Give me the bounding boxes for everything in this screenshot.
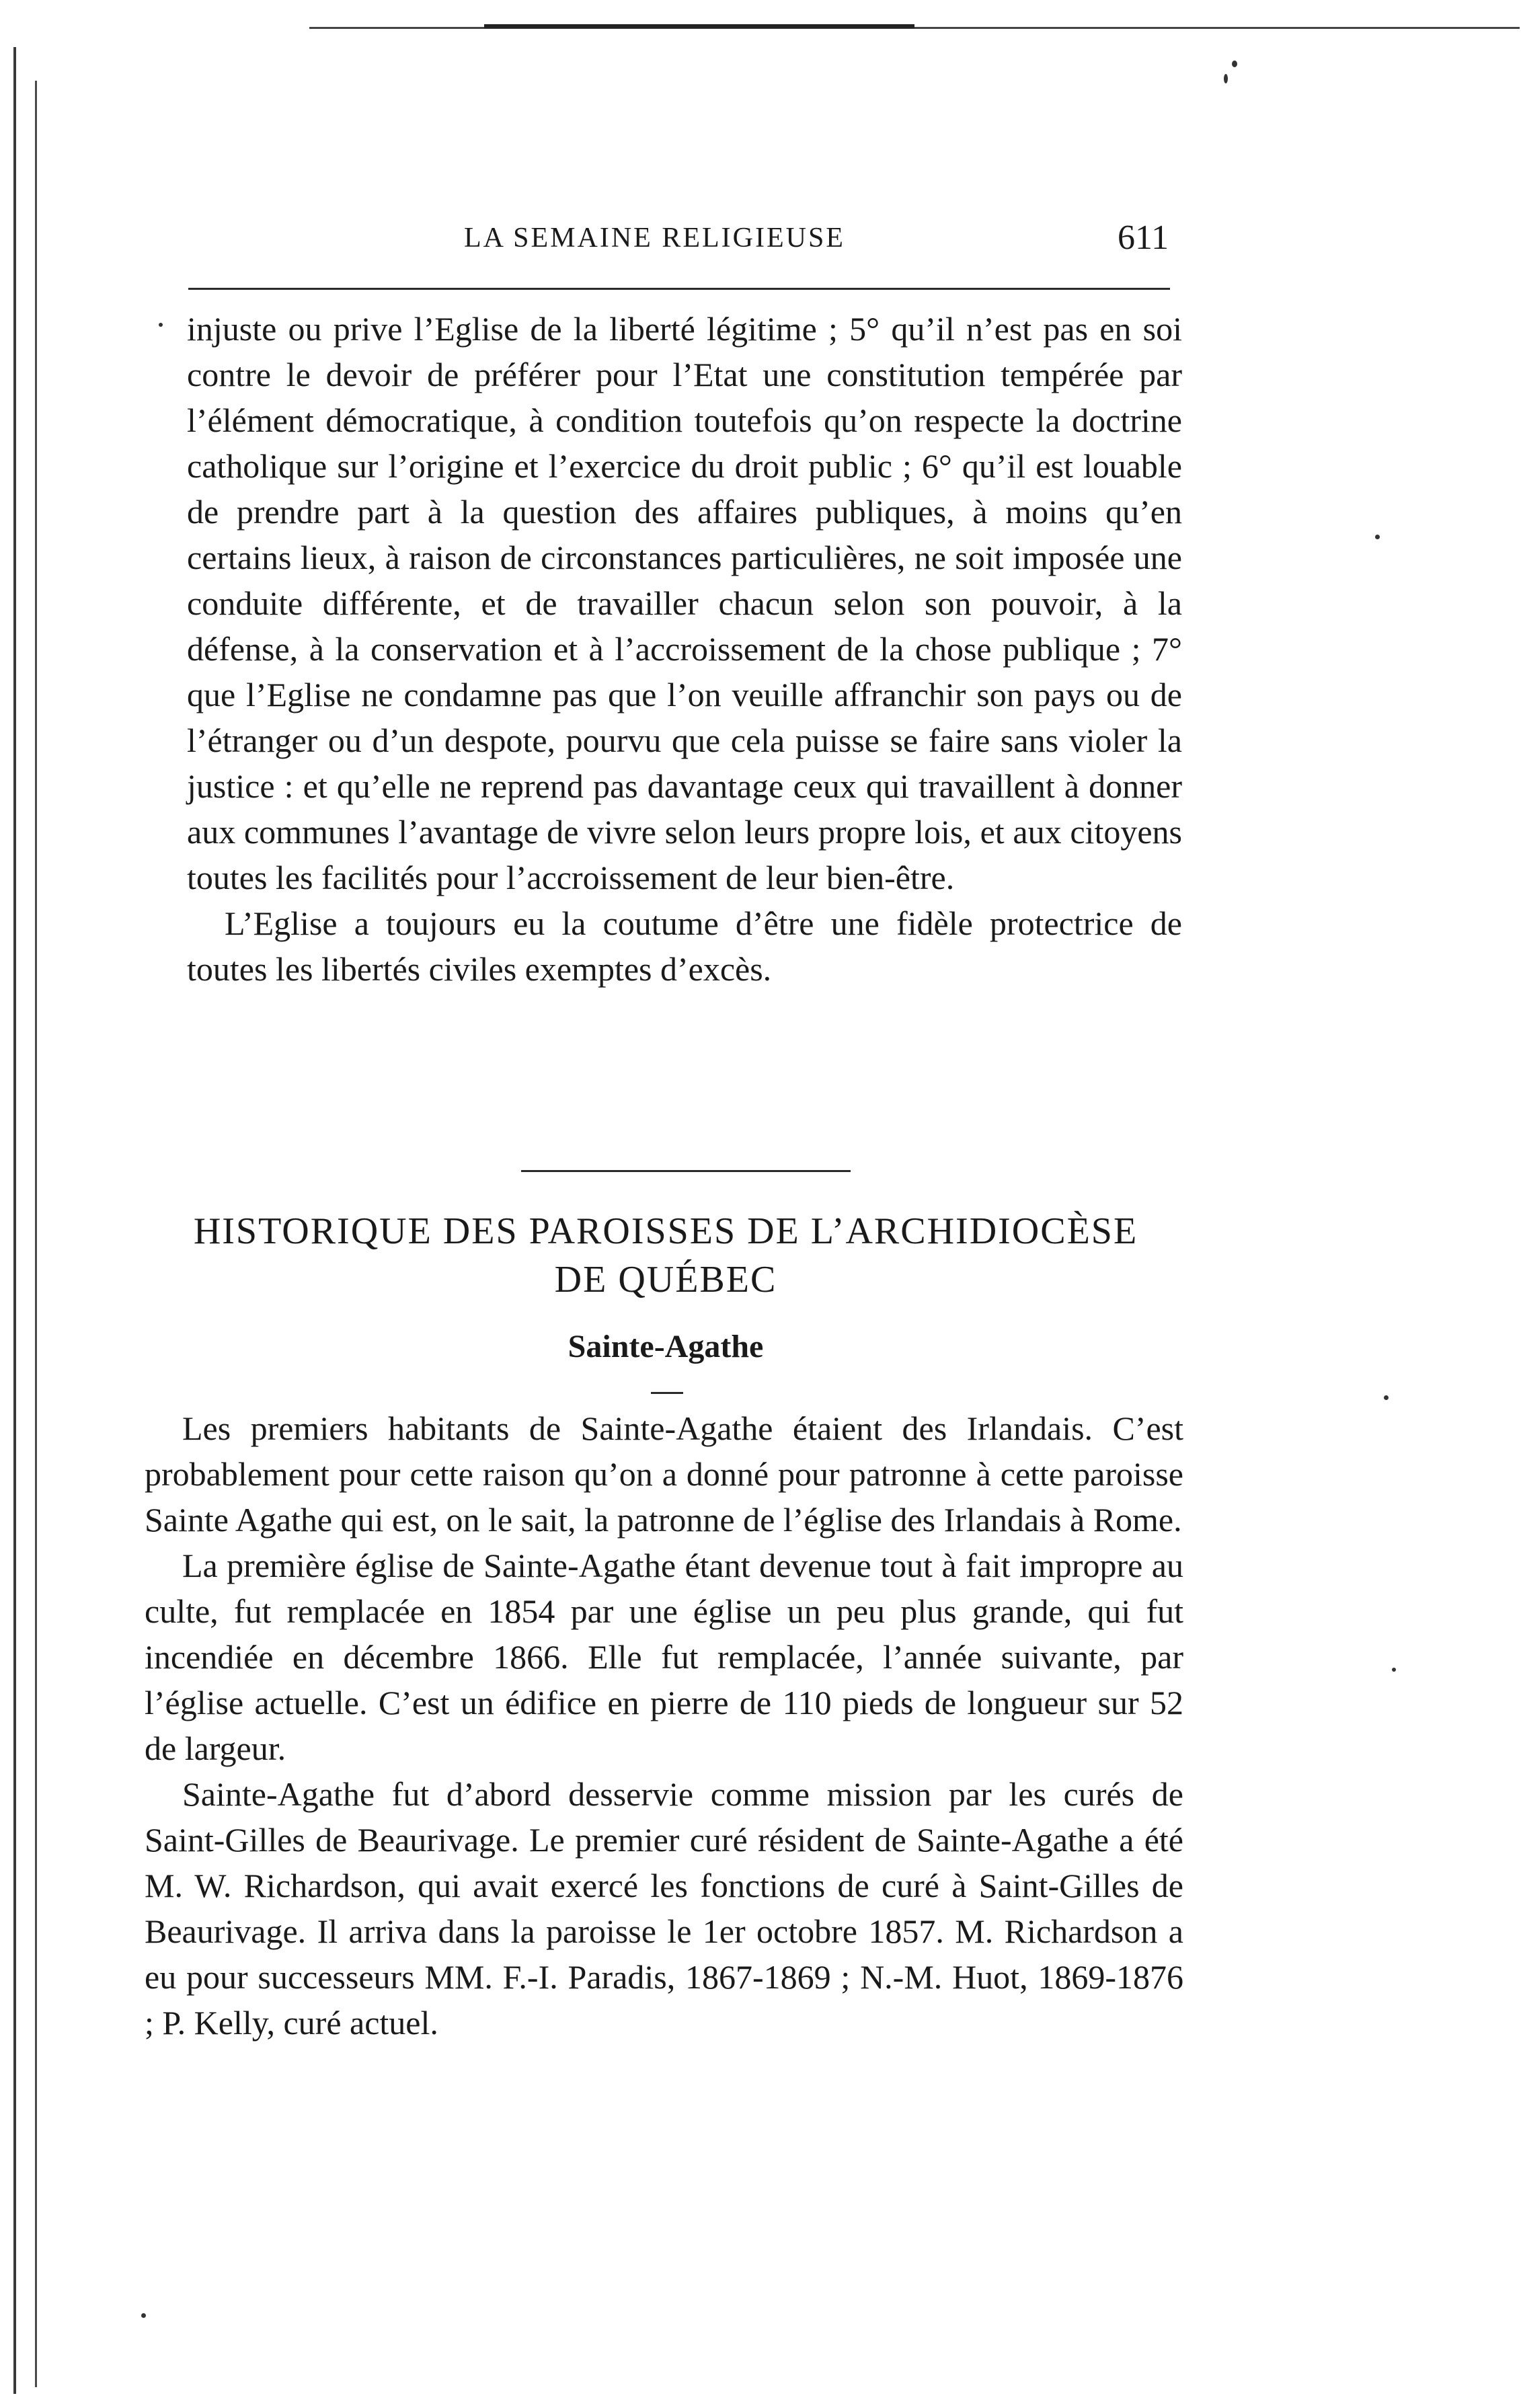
scan-speck (1392, 1668, 1396, 1672)
scan-speck (159, 323, 163, 327)
scan-speck (1224, 74, 1228, 83)
paragraph: L’Eglise a toujours eu la coutume d’être une fidèle protectrice de toutes les libertés civiles exemptes d’excès. (187, 904, 1182, 988)
parish-history (145, 1405, 1183, 2046)
section-heading-line-1: HISTORIQUE DES PAROISSES DE L’ARCHIDIOCÈSE (193, 1210, 1138, 1252)
paragraph: injuste ou prive l’Eglise de la liberté légitime ; 5° qu’il n’est pas en soi contre le devoir de préférer pour l’Etat une constitution tempérée par l’élément démocratique, à condition toutefois qu’on respecte la doctrine catholique sur l’origine et l’exercice du droit public ; 6° qu’il est louable de prendre part à la question des affaires publiques, à moins qu’en certains lieux, à raison de circonstances particulières, ne soit imposée une conduite différente, et de travailler chacun selon son pouvoir, à la défense, à la conservation et à l’accroissement de la chose publique ; 7° que l’Eglise ne condamne pas que l’on veuille affranchir son pays ou de l’étranger ou d’un despote, pourvu que cela puisse se faire sans violer la justice : et qu’elle ne reprend pas davantage ceux qui travaillent à donner aux communes l’avantage de vivre selon leurs propre lois, et aux citoyens toutes les facilités pour l’accroissement de leur bien-être. (187, 310, 1182, 896)
scan-speck (141, 2313, 146, 2318)
section-heading (141, 1207, 1190, 1304)
scan-speck (1384, 1395, 1389, 1400)
scan-speck (1375, 535, 1380, 539)
scan-edge-mark (484, 24, 914, 28)
subheading-rule (651, 1392, 683, 1394)
running-title: LA SEMAINE RELIGIEUSE (464, 223, 845, 254)
running-head (0, 219, 1521, 269)
scan-binding-edge (13, 47, 16, 2394)
paragraph: Les premiers habitants de Sainte-Agathe étaient des Irlandais. C’est probablement pour cette raison qu’on a donné pour patronne à cette paroisse Sainte Agathe qui est, on le sait, la patronne de l’église des Irlandais à Rome. (145, 1409, 1183, 1539)
scan-speck (1232, 61, 1237, 67)
section-divider (521, 1170, 851, 1172)
paragraph: La première église de Sainte-Agathe étant devenue tout à fait impropre au culte, fut remplacée en 1854 par une église un peu plus grande, qui fut incendiée en décembre 1866. Elle fut remplacée, l’année suivante, par l’église actuelle. C’est un édifice en pierre de 110 pieds de longueur sur 52 de largeur. (145, 1547, 1183, 1767)
passage-continued (187, 306, 1182, 992)
paragraph: Sainte-Agathe fut d’abord desservie comme mission par les curés de Saint-Gilles de Beaurivage. Le premier curé résident de Sainte-Agathe a été M. W. Richardson, qui avait exercé les fonctions de curé à Saint-Gilles de Beaurivage. Il arriva dans la paroisse le 1er octobre 1857. M. Richardson a eu pour successeurs MM. F.-I. Paradis, 1867-1869 ; N.-M. Huot, 1869-1876 ; P. Kelly, curé actuel. (145, 1775, 1183, 2042)
section-subheading: Sainte-Agathe (568, 1329, 764, 1364)
section-heading-line-2: DE QUÉBEC (554, 1259, 777, 1300)
scan-binding-edge-inner (35, 81, 37, 2387)
head-rule (188, 288, 1170, 290)
page-number: 611 (1118, 219, 1169, 257)
